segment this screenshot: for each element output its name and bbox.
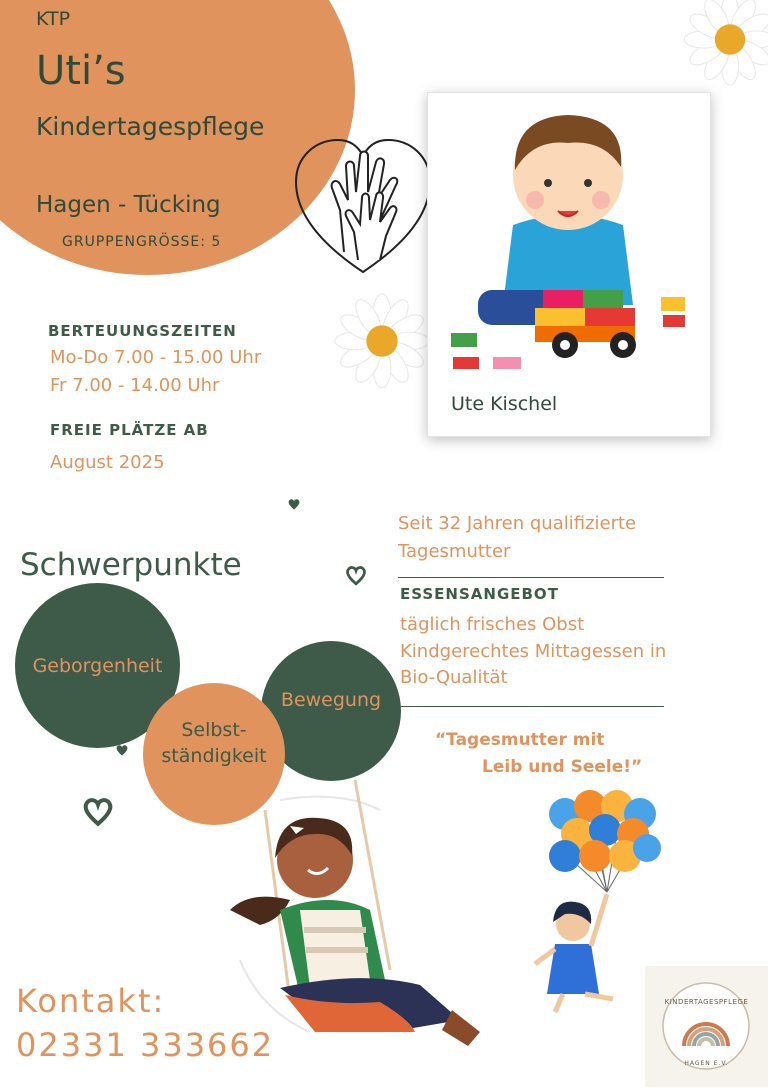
food-line-2: Kindgerechtes Mittagessen in xyxy=(400,641,667,662)
availability-heading: FREIE PLÄTZE AB xyxy=(50,421,209,439)
group-size-label: GRUPPENGRÖSSE: 5 xyxy=(62,234,222,250)
heart-icon xyxy=(345,563,367,587)
divider xyxy=(398,706,664,707)
heart-hands-icon xyxy=(288,132,438,280)
logo-text-top: KINDERTAGESPFLEGE xyxy=(664,998,749,1006)
experience-line-2: Tagesmutter xyxy=(398,541,511,562)
focus-label: Selbst- xyxy=(181,719,247,742)
food-heading: ESSENSANGEBOT xyxy=(400,585,559,603)
hours-line-1: Mo-Do 7.00 - 15.00 Uhr xyxy=(50,347,262,368)
logo-panel xyxy=(645,966,768,1087)
experience-line-1: Seit 32 Jahren qualifizierte xyxy=(398,513,637,534)
daisy-icon xyxy=(333,292,431,390)
child-illustration xyxy=(443,105,693,370)
heart-icon xyxy=(287,496,301,512)
hours-heading: BERTEUUNGSZEITEN xyxy=(48,322,237,340)
divider xyxy=(398,577,664,578)
heart-icon xyxy=(82,793,114,829)
balloon-girl-illustration xyxy=(525,784,665,1019)
hours-line-2: Fr 7.00 - 14.00 Uhr xyxy=(50,375,220,396)
brand-title: Uti’s xyxy=(36,48,126,94)
logo-text-bottom: HAGEN E.V. xyxy=(684,1060,729,1067)
rainbow-logo-icon xyxy=(645,966,768,1087)
daisy-icon xyxy=(680,0,768,87)
contact-label: Kontakt: xyxy=(16,982,166,1020)
location-label: Hagen - Tücking xyxy=(36,192,221,218)
photo-card xyxy=(427,92,711,437)
quote-line-2: Leib und Seele!” xyxy=(482,757,643,777)
photo-caption: Ute Kischel xyxy=(451,393,558,415)
girl-swing-illustration xyxy=(220,770,510,1060)
focus-title: Schwerpunkte xyxy=(20,547,242,583)
ktp-label: KTP xyxy=(36,8,71,30)
focus-label: Geborgenheit xyxy=(32,654,163,677)
quote-line-1: “Tagesmutter mit xyxy=(435,730,605,750)
brand-subtitle: Kindertagespflege xyxy=(36,112,265,141)
food-line-1: täglich frisches Obst xyxy=(400,614,585,635)
food-line-3: Bio-Qualität xyxy=(400,667,508,688)
focus-label: ständigkeit xyxy=(161,745,267,767)
contact-phone[interactable]: 02331 333662 xyxy=(16,1026,275,1064)
availability-value: August 2025 xyxy=(50,452,165,473)
focus-label: Bewegung xyxy=(280,689,382,711)
